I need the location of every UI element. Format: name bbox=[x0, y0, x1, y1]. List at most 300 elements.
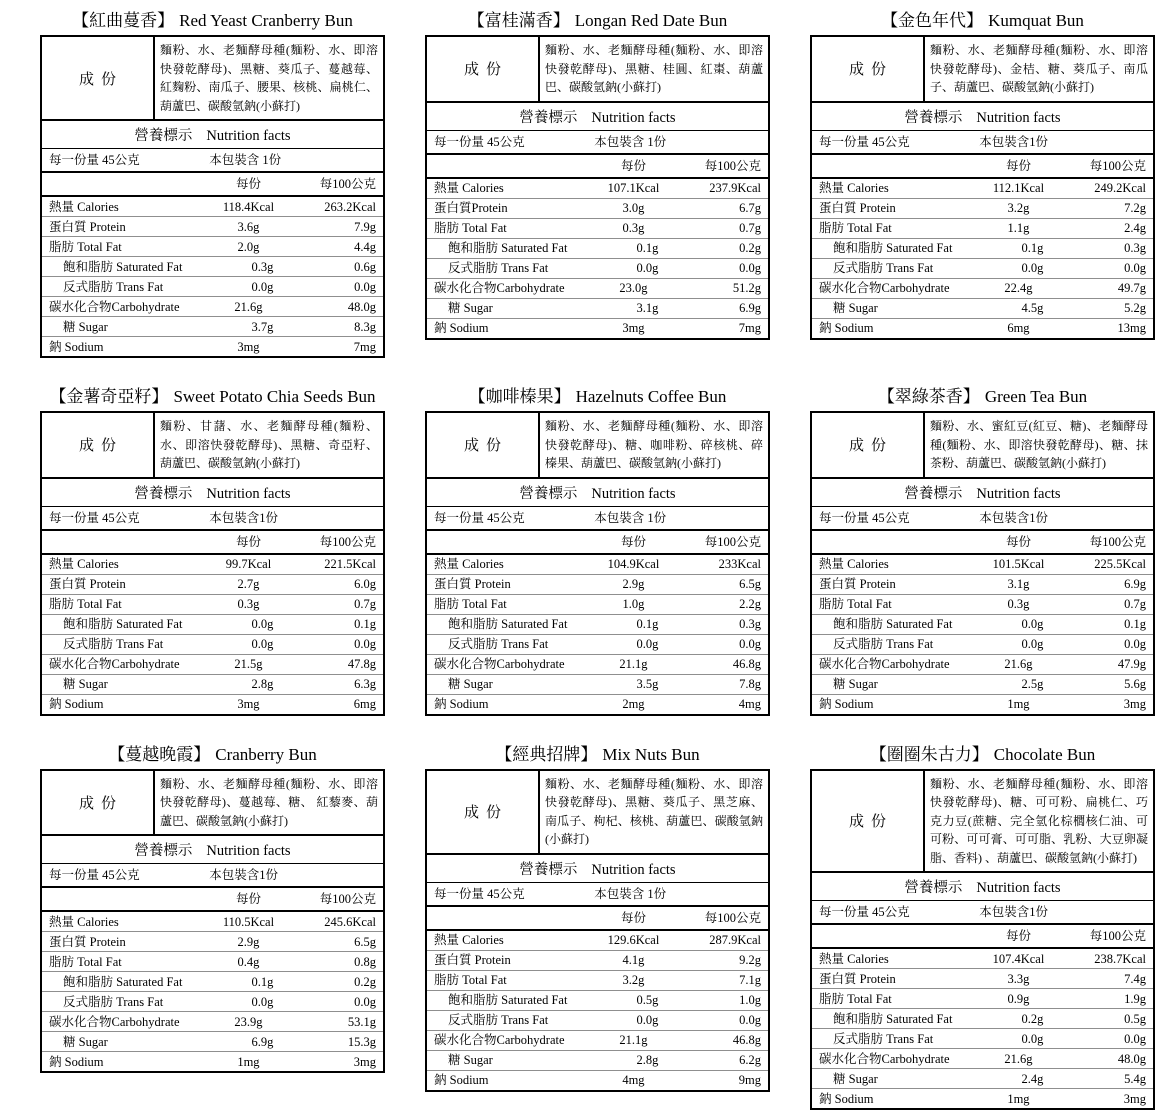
per-serving-value: 3mg bbox=[571, 321, 695, 335]
ingredients-text: 麵粉、水、老麵酵母種(麵粉、水、即溶快發乾酵母)、糖、咖啡粉、碎核桃、碎榛果、葫蘆巴、碳酸氫鈉(小蘇打) bbox=[540, 413, 768, 477]
nutrition-facts-heading bbox=[812, 873, 1153, 901]
nutrient-label: 鈉 Sodium bbox=[49, 697, 186, 711]
nutrition-facts-heading-en: Nutrition facts bbox=[591, 110, 675, 126]
per-100g-value: 1.9g bbox=[1081, 992, 1146, 1006]
product-title bbox=[810, 386, 1155, 407]
product-title-en: Kumquat Bun bbox=[988, 11, 1084, 30]
nutrient-row bbox=[427, 278, 768, 298]
per-100g-column-header: 每100公克 bbox=[1081, 534, 1146, 550]
nutrient-row bbox=[42, 634, 383, 654]
serving-row bbox=[427, 131, 768, 155]
nutrition-facts-heading-en: Nutrition facts bbox=[591, 486, 675, 502]
per-serving-column-header: 每份 bbox=[571, 158, 695, 174]
ingredients-label: 成份 bbox=[42, 771, 155, 835]
nutrition-facts-heading bbox=[427, 855, 768, 883]
nutrition-facts-heading-zh: 營養標示 bbox=[134, 486, 192, 502]
per-serving-value: 0.0g bbox=[585, 261, 709, 275]
per-100g-value: 7.2g bbox=[1081, 201, 1146, 215]
nutrient-label: 熱量 Calories bbox=[434, 181, 571, 195]
nutrient-rows bbox=[42, 555, 383, 714]
package-contains-label: 本包裝含1份 bbox=[209, 867, 376, 883]
nutrient-label: 飽和脂肪 Saturated Fat bbox=[49, 260, 200, 274]
nutrient-label: 反式脂肪 Trans Fat bbox=[434, 261, 585, 275]
per-serving-value: 0.4g bbox=[186, 955, 310, 969]
nutrition-label-card bbox=[40, 386, 385, 716]
ingredients-label: 成份 bbox=[812, 413, 925, 477]
per-serving-value: 0.1g bbox=[200, 975, 324, 989]
per-100g-value: 1.0g bbox=[710, 993, 761, 1007]
nutrient-rows bbox=[427, 555, 768, 714]
ingredients-text: 麵粉、水、蜜紅豆(紅豆、糖)、老麵酵母種(麵粉、水、即溶快發乾酵母)、糖、抹茶粉、葫蘆巴、碳酸氫鈉(小蘇打) bbox=[925, 413, 1153, 477]
nutrient-row bbox=[427, 1030, 768, 1050]
per-serving-value: 112.1Kcal bbox=[956, 181, 1080, 195]
nutrient-label: 糖 Sugar bbox=[49, 320, 200, 334]
nutrition-table bbox=[810, 411, 1155, 716]
per-serving-value: 3.0g bbox=[571, 201, 695, 215]
nutrient-label: 飽和脂肪 Saturated Fat bbox=[49, 617, 200, 631]
nutrient-label: 蛋白質 Protein bbox=[49, 577, 186, 591]
per-serving-value: 110.5Kcal bbox=[186, 915, 310, 929]
per-serving-value: 0.0g bbox=[200, 637, 324, 651]
per-serving-value: 0.0g bbox=[970, 1032, 1094, 1046]
per-serving-column-header: 每份 bbox=[571, 534, 695, 550]
nutrition-facts-heading bbox=[42, 836, 383, 864]
ingredients-text: 麵粉、水、老麵酵母種(麵粉、水、即溶快發乾酵母)、金桔、糖、葵瓜子、南瓜子、葫蘆巴、碳酸氫鈉(小蘇打) bbox=[925, 37, 1153, 101]
ingredients-text: 麵粉、水、老麵酵母種(麵粉、水、即溶快發乾酵母)、黑糖、葵瓜子、蔓越莓、紅麴粉、南瓜子、腰果、核桃、扁桃仁、葫蘆巴、碳酸氫鈉(小蘇打) bbox=[155, 37, 383, 119]
ingredients-label: 成份 bbox=[812, 771, 925, 872]
nutrient-row bbox=[427, 931, 768, 950]
serving-size-label: 每一份量 45公克 bbox=[49, 152, 209, 168]
nutrient-row bbox=[42, 574, 383, 594]
nutrient-row bbox=[427, 674, 768, 694]
per-serving-value: 107.4Kcal bbox=[956, 952, 1080, 966]
serving-size-label: 每一份量 45公克 bbox=[819, 134, 979, 150]
per-100g-value: 2.4g bbox=[1081, 221, 1146, 235]
nutrition-label-card bbox=[425, 386, 770, 716]
per-serving-value: 2.7g bbox=[186, 577, 310, 591]
per-serving-value: 23.0g bbox=[571, 281, 695, 295]
ingredients-row bbox=[812, 771, 1153, 874]
product-title-zh: 【金色年代】 bbox=[881, 11, 983, 30]
serving-row bbox=[812, 131, 1153, 155]
package-contains-label: 本包裝含 1份 bbox=[209, 152, 376, 168]
per-serving-value: 0.1g bbox=[970, 241, 1094, 255]
nutrition-label-card bbox=[425, 744, 770, 1092]
nutrient-label: 脂肪 Total Fat bbox=[49, 240, 186, 254]
per-100g-value: 0.7g bbox=[1081, 597, 1146, 611]
ingredients-row bbox=[427, 413, 768, 479]
nutrient-row bbox=[427, 318, 768, 338]
serving-size-label: 每一份量 45公克 bbox=[434, 886, 594, 902]
nutrient-label: 熱量 Calories bbox=[434, 557, 571, 571]
nutrient-row bbox=[812, 1068, 1153, 1088]
package-contains-label: 本包裝含1份 bbox=[979, 904, 1146, 920]
nutrient-row bbox=[812, 218, 1153, 238]
nutrition-facts-heading bbox=[427, 479, 768, 507]
product-title-zh: 【蔓越晚霞】 bbox=[108, 745, 210, 764]
nutrient-label: 熱量 Calories bbox=[49, 557, 186, 571]
nutrient-label: 反式脂肪 Trans Fat bbox=[49, 637, 200, 651]
per-serving-value: 3mg bbox=[186, 340, 310, 354]
package-contains-label: 本包裝含 1份 bbox=[594, 886, 761, 902]
per-100g-value: 238.7Kcal bbox=[1081, 952, 1146, 966]
nutrient-row bbox=[427, 970, 768, 990]
per-serving-value: 3.7g bbox=[200, 320, 324, 334]
per-100g-value: 6.5g bbox=[696, 577, 761, 591]
ingredients-label: 成份 bbox=[427, 771, 540, 853]
per-100g-value: 0.1g bbox=[1095, 617, 1146, 631]
package-contains-label: 本包裝含 1份 bbox=[594, 134, 761, 150]
nutrition-facts-heading-zh: 營養標示 bbox=[134, 128, 192, 144]
nutrient-label: 脂肪 Total Fat bbox=[819, 992, 956, 1006]
nutrient-row bbox=[812, 1048, 1153, 1068]
per-serving-value: 0.3g bbox=[956, 597, 1080, 611]
nutrient-label: 飽和脂肪 Saturated Fat bbox=[434, 993, 585, 1007]
nutrient-row bbox=[812, 694, 1153, 714]
nutrient-row bbox=[427, 555, 768, 574]
product-title-zh: 【金薯奇亞籽】 bbox=[49, 387, 168, 406]
nutrient-label: 糖 Sugar bbox=[819, 1072, 970, 1086]
per-100g-value: 0.7g bbox=[311, 597, 376, 611]
nutrition-table bbox=[810, 769, 1155, 1110]
per-serving-column-header: 每份 bbox=[956, 534, 1080, 550]
nutrient-row bbox=[427, 574, 768, 594]
per-serving-value: 0.0g bbox=[970, 637, 1094, 651]
nutrient-label: 蛋白質 Protein bbox=[434, 577, 571, 591]
per-serving-value: 0.0g bbox=[970, 617, 1094, 631]
per-serving-value: 99.7Kcal bbox=[186, 557, 310, 571]
nutrient-label: 碳水化合物Carbohydrate bbox=[49, 300, 186, 314]
nutrient-row bbox=[427, 614, 768, 634]
per-serving-value: 0.0g bbox=[200, 280, 324, 294]
nutrient-label: 碳水化合物Carbohydrate bbox=[434, 1033, 571, 1047]
nutrient-label: 脂肪 Total Fat bbox=[49, 597, 186, 611]
per-100g-value: 6mg bbox=[311, 697, 376, 711]
column-headers-row bbox=[42, 173, 383, 197]
nutrient-label: 反式脂肪 Trans Fat bbox=[819, 261, 970, 275]
nutrient-row bbox=[427, 634, 768, 654]
per-100g-value: 0.3g bbox=[1095, 241, 1146, 255]
per-serving-value: 21.6g bbox=[186, 300, 310, 314]
nutrition-facts-heading bbox=[812, 103, 1153, 131]
nutrient-row bbox=[427, 218, 768, 238]
nutrition-table bbox=[425, 411, 770, 716]
nutrient-rows bbox=[812, 949, 1153, 1108]
ingredients-text: 麵粉、水、老麵酵母種(麵粉、水、即溶快發乾酵母)、蔓越莓、糖、 紅藜麥、葫蘆巴、碳酸氫鈉(小蘇打) bbox=[155, 771, 383, 835]
product-title-en: Chocolate Bun bbox=[994, 745, 1096, 764]
per-serving-value: 2.4g bbox=[970, 1072, 1094, 1086]
per-serving-value: 2mg bbox=[571, 697, 695, 711]
nutrient-label: 鈉 Sodium bbox=[819, 697, 956, 711]
nutrient-row bbox=[42, 316, 383, 336]
nutrition-facts-heading-zh: 營養標示 bbox=[134, 843, 192, 859]
per-100g-value: 3mg bbox=[311, 1055, 376, 1069]
per-100g-value: 245.6Kcal bbox=[311, 915, 376, 929]
nutrient-label: 糖 Sugar bbox=[819, 677, 970, 691]
nutrition-facts-heading-zh: 營養標示 bbox=[519, 486, 577, 502]
nutrition-facts-heading-zh: 營養標示 bbox=[519, 862, 577, 878]
per-serving-value: 2.9g bbox=[571, 577, 695, 591]
product-title bbox=[40, 386, 385, 407]
package-contains-label: 本包裝含1份 bbox=[979, 134, 1146, 150]
serving-row bbox=[42, 864, 383, 888]
ingredients-text: 麵粉、水、老麵酵母種(麵粉、水、即溶快發乾酵母)、糖、可可粉、扁桃仁、巧克力豆(蔗糖、完全氫化棕櫚核仁油、可可粉、可可膏、可可脂、乳粉、大豆卵凝脂、香料) 、葫蘆巴、碳酸氫鈉(小蘇打) bbox=[925, 771, 1153, 872]
ingredients-text: 麵粉、水、老麵酵母種(麵粉、水、即溶快發乾酵母)、黑糖、桂圓、紅棗、葫蘆巴、碳酸氫鈉(小蘇打) bbox=[540, 37, 768, 101]
per-100g-value: 0.1g bbox=[325, 617, 376, 631]
ingredients-text: 麵粉、水、老麵酵母種(麵粉、水、即溶快發乾酵母)、黑糖、葵瓜子、黑芝麻、南瓜子、枸杞、核桃、葫蘆巴、碳酸氫鈉(小蘇打) bbox=[540, 771, 768, 853]
per-100g-value: 0.0g bbox=[325, 995, 376, 1009]
per-serving-value: 0.3g bbox=[186, 597, 310, 611]
per-100g-value: 7.4g bbox=[1081, 972, 1146, 986]
per-100g-value: 0.0g bbox=[710, 637, 761, 651]
nutrient-row bbox=[812, 988, 1153, 1008]
serving-row bbox=[42, 149, 383, 173]
nutrient-row bbox=[812, 258, 1153, 278]
per-100g-column-header: 每100公克 bbox=[311, 176, 376, 192]
per-serving-value: 1.1g bbox=[956, 221, 1080, 235]
per-serving-value: 2.0g bbox=[186, 240, 310, 254]
nutrient-row bbox=[42, 912, 383, 931]
nutrition-label-card bbox=[40, 10, 385, 358]
per-serving-value: 4.5g bbox=[970, 301, 1094, 315]
nutrient-row bbox=[427, 1050, 768, 1070]
per-serving-value: 3.1g bbox=[956, 577, 1080, 591]
per-serving-value: 1mg bbox=[956, 1092, 1080, 1106]
product-title-zh: 【經典招牌】 bbox=[495, 745, 597, 764]
per-100g-column-header: 每100公克 bbox=[1081, 158, 1146, 174]
per-100g-column-header: 每100公克 bbox=[696, 910, 761, 926]
nutrient-label: 鈉 Sodium bbox=[49, 1055, 186, 1069]
nutrient-row bbox=[812, 614, 1153, 634]
nutrient-row bbox=[42, 555, 383, 574]
per-100g-value: 49.7g bbox=[1081, 281, 1146, 295]
nutrient-row bbox=[42, 256, 383, 276]
per-serving-value: 0.5g bbox=[585, 993, 709, 1007]
column-header-spacer bbox=[434, 534, 571, 550]
per-serving-value: 3mg bbox=[186, 697, 310, 711]
nutrition-facts-heading-zh: 營養標示 bbox=[904, 486, 962, 502]
per-serving-column-header: 每份 bbox=[956, 158, 1080, 174]
column-headers-row bbox=[42, 531, 383, 555]
product-title bbox=[810, 744, 1155, 765]
nutrient-label: 反式脂肪 Trans Fat bbox=[49, 995, 200, 1009]
nutrient-label: 鈉 Sodium bbox=[819, 1092, 956, 1106]
nutrition-facts-heading-en: Nutrition facts bbox=[976, 880, 1060, 896]
nutrient-row bbox=[427, 1070, 768, 1090]
per-serving-column-header: 每份 bbox=[186, 176, 310, 192]
per-100g-value: 5.4g bbox=[1095, 1072, 1146, 1086]
product-title-en: Green Tea Bun bbox=[985, 387, 1087, 406]
nutrient-row bbox=[42, 654, 383, 674]
per-100g-value: 263.2Kcal bbox=[311, 200, 376, 214]
per-100g-value: 13mg bbox=[1081, 321, 1146, 335]
nutrient-label: 蛋白質 Protein bbox=[49, 220, 186, 234]
nutrient-row bbox=[812, 318, 1153, 338]
nutrition-facts-heading-en: Nutrition facts bbox=[206, 128, 290, 144]
serving-size-label: 每一份量 45公克 bbox=[819, 904, 979, 920]
nutrient-label: 熱量 Calories bbox=[819, 952, 956, 966]
nutrient-label: 糖 Sugar bbox=[434, 677, 585, 691]
per-100g-value: 15.3g bbox=[325, 1035, 376, 1049]
nutrient-row bbox=[812, 179, 1153, 198]
per-100g-value: 46.8g bbox=[696, 1033, 761, 1047]
column-headers-row bbox=[427, 155, 768, 179]
nutrient-label: 反式脂肪 Trans Fat bbox=[49, 280, 200, 294]
per-serving-value: 3.1g bbox=[585, 301, 709, 315]
per-100g-value: 0.6g bbox=[325, 260, 376, 274]
nutrition-label-card bbox=[425, 10, 770, 340]
nutrient-row bbox=[427, 1010, 768, 1030]
nutrient-label: 脂肪 Total Fat bbox=[819, 221, 956, 235]
per-100g-value: 6.7g bbox=[696, 201, 761, 215]
column-header-spacer bbox=[49, 534, 186, 550]
per-100g-value: 0.0g bbox=[325, 637, 376, 651]
column-header-spacer bbox=[819, 928, 956, 944]
nutrition-facts-heading-zh: 營養標示 bbox=[904, 110, 962, 126]
product-title-en: Hazelnuts Coffee Bun bbox=[576, 387, 727, 406]
nutrient-label: 碳水化合物Carbohydrate bbox=[819, 657, 956, 671]
per-serving-column-header: 每份 bbox=[186, 534, 310, 550]
product-title bbox=[40, 744, 385, 765]
nutrient-label: 碳水化合物Carbohydrate bbox=[434, 657, 571, 671]
nutrient-label: 蛋白質 Protein bbox=[819, 972, 956, 986]
nutrient-label: 脂肪 Total Fat bbox=[819, 597, 956, 611]
per-100g-value: 0.7g bbox=[696, 221, 761, 235]
per-serving-value: 0.0g bbox=[200, 995, 324, 1009]
per-serving-value: 0.1g bbox=[585, 241, 709, 255]
nutrient-row bbox=[812, 198, 1153, 218]
ingredients-row bbox=[42, 413, 383, 479]
nutrient-row bbox=[812, 298, 1153, 318]
serving-row bbox=[427, 883, 768, 907]
per-100g-value: 46.8g bbox=[696, 657, 761, 671]
per-100g-value: 5.6g bbox=[1095, 677, 1146, 691]
nutrition-facts-heading bbox=[42, 121, 383, 149]
nutrient-row bbox=[812, 278, 1153, 298]
package-contains-label: 本包裝含 1份 bbox=[594, 510, 761, 526]
column-headers-row bbox=[812, 155, 1153, 179]
per-serving-value: 22.4g bbox=[956, 281, 1080, 295]
nutrient-row bbox=[42, 1031, 383, 1051]
per-serving-value: 6.9g bbox=[200, 1035, 324, 1049]
nutrition-table bbox=[810, 35, 1155, 340]
nutrient-row bbox=[42, 1051, 383, 1071]
per-serving-value: 104.9Kcal bbox=[571, 557, 695, 571]
per-100g-value: 7mg bbox=[696, 321, 761, 335]
serving-size-label: 每一份量 45公克 bbox=[819, 510, 979, 526]
nutrient-label: 蛋白質Protein bbox=[434, 201, 571, 215]
per-serving-value: 118.4Kcal bbox=[186, 200, 310, 214]
nutrition-facts-heading-en: Nutrition facts bbox=[206, 843, 290, 859]
serving-size-label: 每一份量 45公克 bbox=[49, 867, 209, 883]
per-100g-column-header: 每100公克 bbox=[696, 534, 761, 550]
per-100g-value: 8.3g bbox=[325, 320, 376, 334]
per-100g-value: 287.9Kcal bbox=[696, 933, 761, 947]
product-title-zh: 【圈圈朱古力】 bbox=[870, 745, 989, 764]
per-100g-value: 7.1g bbox=[696, 973, 761, 987]
per-serving-value: 6mg bbox=[956, 321, 1080, 335]
nutrient-row bbox=[42, 276, 383, 296]
nutrient-row bbox=[812, 949, 1153, 968]
nutrient-row bbox=[42, 296, 383, 316]
nutrient-row bbox=[42, 1011, 383, 1031]
nutrient-label: 鈉 Sodium bbox=[434, 1073, 571, 1087]
per-serving-value: 0.1g bbox=[585, 617, 709, 631]
per-serving-value: 1mg bbox=[186, 1055, 310, 1069]
per-100g-value: 249.2Kcal bbox=[1081, 181, 1146, 195]
nutrient-label: 鈉 Sodium bbox=[819, 321, 956, 335]
ingredients-row bbox=[812, 413, 1153, 479]
column-header-spacer bbox=[49, 891, 186, 907]
per-100g-value: 51.2g bbox=[696, 281, 761, 295]
nutrient-row bbox=[427, 950, 768, 970]
nutrient-rows bbox=[42, 912, 383, 1071]
per-100g-value: 0.0g bbox=[1095, 637, 1146, 651]
per-serving-value: 3.2g bbox=[956, 201, 1080, 215]
per-100g-value: 233Kcal bbox=[696, 557, 761, 571]
per-100g-value: 5.2g bbox=[1095, 301, 1146, 315]
nutrition-facts-heading bbox=[427, 103, 768, 131]
product-title-en: Longan Red Date Bun bbox=[575, 11, 728, 30]
nutrition-label-card bbox=[810, 386, 1155, 716]
per-100g-value: 6.0g bbox=[311, 577, 376, 591]
nutrition-facts-heading-en: Nutrition facts bbox=[976, 486, 1060, 502]
nutrient-rows bbox=[812, 179, 1153, 338]
column-headers-row bbox=[42, 888, 383, 912]
ingredients-label: 成份 bbox=[42, 37, 155, 119]
serving-row bbox=[427, 507, 768, 531]
nutrient-row bbox=[812, 968, 1153, 988]
nutrient-label: 飽和脂肪 Saturated Fat bbox=[819, 241, 970, 255]
serving-row bbox=[812, 507, 1153, 531]
nutrient-row bbox=[42, 991, 383, 1011]
product-title bbox=[40, 10, 385, 31]
per-serving-value: 21.1g bbox=[571, 657, 695, 671]
serving-size-label: 每一份量 45公克 bbox=[434, 134, 594, 150]
nutrient-row bbox=[42, 236, 383, 256]
per-100g-value: 47.9g bbox=[1081, 657, 1146, 671]
nutrient-label: 脂肪 Total Fat bbox=[434, 973, 571, 987]
per-100g-value: 7mg bbox=[311, 340, 376, 354]
per-100g-value: 0.0g bbox=[710, 1013, 761, 1027]
nutrient-label: 脂肪 Total Fat bbox=[434, 221, 571, 235]
per-100g-value: 6.5g bbox=[311, 935, 376, 949]
serving-size-label: 每一份量 45公克 bbox=[49, 510, 209, 526]
ingredients-row bbox=[427, 37, 768, 103]
product-title-zh: 【咖啡榛果】 bbox=[469, 387, 571, 406]
per-serving-value: 0.0g bbox=[200, 617, 324, 631]
per-100g-column-header: 每100公克 bbox=[1081, 928, 1146, 944]
per-100g-value: 4.4g bbox=[311, 240, 376, 254]
per-100g-value: 9mg bbox=[696, 1073, 761, 1087]
per-serving-value: 23.9g bbox=[186, 1015, 310, 1029]
ingredients-label: 成份 bbox=[427, 37, 540, 101]
nutrient-row bbox=[812, 654, 1153, 674]
nutrient-label: 糖 Sugar bbox=[49, 1035, 200, 1049]
nutrition-facts-heading-zh: 營養標示 bbox=[904, 880, 962, 896]
nutrient-row bbox=[427, 694, 768, 714]
nutrient-row bbox=[42, 694, 383, 714]
per-100g-value: 3mg bbox=[1081, 1092, 1146, 1106]
nutrient-label: 熱量 Calories bbox=[819, 181, 956, 195]
nutrient-row bbox=[42, 197, 383, 216]
nutrient-label: 糖 Sugar bbox=[434, 1053, 585, 1067]
per-serving-value: 4.1g bbox=[571, 953, 695, 967]
per-100g-value: 221.5Kcal bbox=[311, 557, 376, 571]
per-100g-value: 4mg bbox=[696, 697, 761, 711]
product-title-en: Sweet Potato Chia Seeds Bun bbox=[173, 387, 375, 406]
nutrition-facts-heading-en: Nutrition facts bbox=[206, 486, 290, 502]
